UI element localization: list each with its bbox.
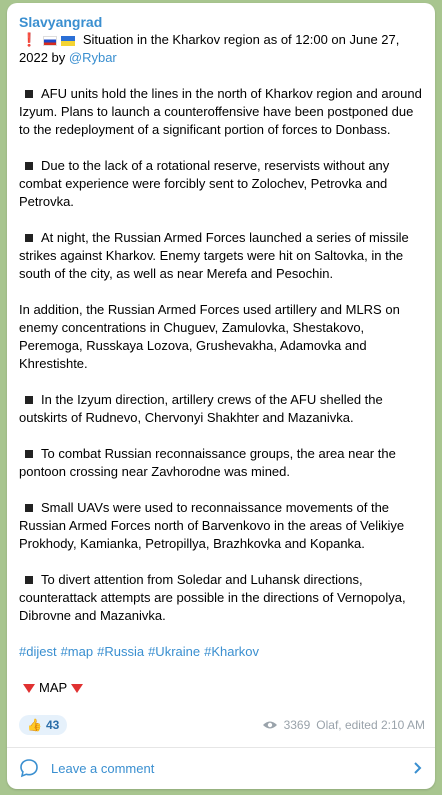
black-square-icon	[25, 90, 33, 98]
comment-icon	[19, 758, 39, 778]
message-stats	[262, 718, 425, 732]
post-paragraph	[19, 445, 423, 481]
black-square-icon	[25, 396, 33, 404]
paragraph-text: In the Izyum direction, artillery crews of the AFU shelled the outskirts of Rudnevo, Chervonyi Shakhter and Mazanivka.	[19, 392, 383, 425]
paragraph-text: To divert attention from Soledar and Luhansk directions, counterattack attempts are possible in the directions of Vernopolya, Dibrovne and Mazanivka.	[19, 572, 406, 623]
post-paragraph	[19, 85, 423, 139]
reaction-button[interactable]	[19, 715, 67, 735]
reaction-count: 43	[45, 718, 60, 732]
hashtag-link[interactable]: #map	[60, 644, 94, 659]
post-paragraph	[19, 229, 423, 283]
chevron-right-icon	[413, 761, 423, 775]
paragraph-text: To combat Russian reconnaissance groups, the area near the pontoon crossing near Zavhorodne was mined.	[19, 446, 396, 479]
post-paragraph	[19, 301, 423, 373]
paragraph-text: Small UAVs were used to reconnaissance movements of the Russian Armed Forces north of Barvenkovo in the areas of Velikiye Prokhody, Kamianka, Petropillya, Brazhkovka and Kopanka.	[19, 500, 405, 551]
hashtag-link[interactable]: #Russia	[97, 644, 145, 659]
post-paragraph	[19, 391, 423, 427]
paragraph-list	[19, 85, 423, 625]
ukraine-flag-icon	[61, 36, 75, 46]
black-square-icon	[25, 234, 33, 242]
black-square-icon	[25, 504, 33, 512]
hashtag-list	[19, 643, 423, 661]
map-label: MAP	[39, 680, 68, 695]
black-square-icon	[25, 450, 33, 458]
black-square-icon	[25, 576, 33, 584]
post-paragraph	[19, 157, 423, 211]
hashtag-link[interactable]: #Kharkov	[204, 644, 260, 659]
post-paragraph	[19, 571, 423, 625]
map-line	[19, 679, 423, 697]
post-paragraph	[19, 499, 423, 553]
view-count: 3369	[283, 718, 311, 732]
message-meta	[7, 715, 435, 739]
black-square-icon	[25, 162, 33, 170]
post-header	[19, 31, 423, 67]
paragraph-text: At night, the Russian Armed Forces launched a series of missile strikes against Kharkov. Enemy targets were hit on Saltovka, in the south of the city, as well as near Merefa and Pesochin.	[19, 230, 409, 281]
exclamation-icon: ❗	[21, 32, 38, 47]
eye-icon	[262, 720, 278, 730]
author-time: Olaf, edited 2:10 AM	[316, 718, 425, 732]
channel-name[interactable]: Slavyangrad	[19, 14, 103, 30]
hashtag-link[interactable]: #dijest	[19, 644, 57, 659]
message-card	[7, 3, 435, 789]
thumbs-up-icon: 👍	[27, 718, 42, 732]
post-body	[19, 31, 423, 697]
red-triangle-icon	[23, 684, 35, 693]
mention-link[interactable]: @Rybar	[68, 50, 117, 65]
paragraph-text: Due to the lack of a rotational reserve, reservists without any combat experience were forcibly sent to Zolochev, Petrovka and Petrovka.	[19, 158, 390, 209]
leave-comment-button[interactable]	[7, 748, 435, 788]
red-triangle-icon	[71, 684, 83, 693]
hashtag-link[interactable]: #Ukraine	[148, 644, 201, 659]
message-content	[7, 3, 435, 697]
header-text: Situation in the Kharkov region as of 12:00 on June 27, 2022 by	[19, 32, 400, 65]
paragraph-text: AFU units hold the lines in the north of Kharkov region and around Izyum. Plans to launch a counteroffensive have been postponed due to the redeployment of a significant portion of forces to Donbass.	[19, 86, 422, 137]
paragraph-text: In addition, the Russian Armed Forces used artillery and MLRS on enemy concentrations in Chuguev, Zamulovka, Shestakovo, Peremoga, Russkaya Lozova, Grushevakha, Adamovka and Khrestishte.	[19, 302, 400, 371]
russia-flag-icon	[43, 36, 57, 46]
leave-comment-label: Leave a comment	[51, 760, 155, 776]
